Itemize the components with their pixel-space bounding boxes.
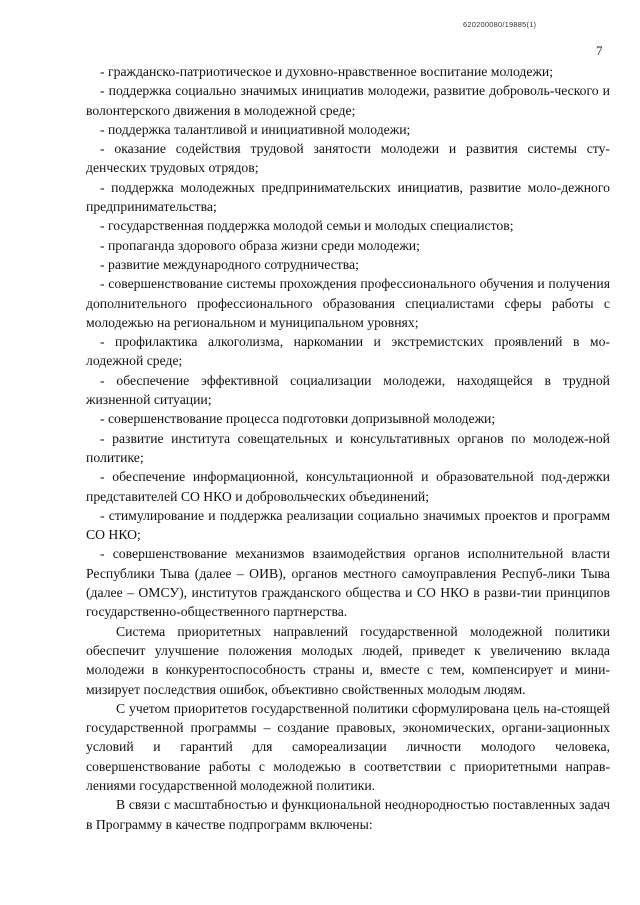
bullet-item: - поддержка талантливой и инициативной молодежи;: [100, 121, 411, 137]
bullet-item: - стимулирование и поддержка реализации социально значимых проектов и программ СО НКО;: [86, 507, 610, 543]
bullet-item: - совершенствование системы прохождения профессионального обучения и получения дополнительного профессионального образования специалистами сферы работы с молодежью на региональном и муниципальном уровнях;: [86, 276, 610, 330]
bullet-item: - совершенствование механизмов взаимодействия органов исполнительной власти Республики Тыва (далее – ОИВ), органов местного самоуправления Респуб-лики Тыва (далее – ОМСУ), институтов гражданского общества и СО НКО в разви-тии принципов государственно-общественного партнерства.: [86, 546, 610, 620]
bullet-item: - развитие института совещательных и консультативных органов по молодеж-ной политике;: [86, 430, 610, 465]
bullet-item: - государственная поддержка молодой семьи и молодых специалистов;: [100, 218, 514, 234]
bullet-item: - пропаганда здорового образа жизни среди молодежи;: [100, 237, 420, 253]
bullet-item: - оказание содействия трудовой занятости молодежи и развития системы сту-денческих трудовых отрядов;: [86, 141, 610, 176]
bullet-item: - поддержка социально значимых инициатив молодежи, развитие доброволь-ческого и волонтерского движения в молодежной среде;: [86, 83, 610, 118]
bullet-item: - обеспечение информационной, консультационной и образовательной под-держки представителей СО НКО и добровольческих объединений;: [86, 469, 610, 504]
bullet-item: - развитие международного сотрудничества;: [100, 256, 359, 272]
bullet-item: - совершенствование процесса подготовки допризывной молодежи;: [100, 411, 496, 427]
bullet-item: - гражданско-патриотическое и духовно-нравственное воспитание молодежи;: [100, 64, 554, 79]
bullet-item: - обеспечение эффективной социализации молодежи, находящейся в трудной жизненной ситуации;: [86, 372, 610, 408]
body-paragraph: Система приоритетных направлений государственной молодежной политики обеспечит улучшение положения молодых людей, приведет к увеличению вклада молодежи в конкурентоспособность страны и, вместе с тем, компенсирует и мини-мизирует последствия ошибок, объективно свойственных молодым людям.: [86, 623, 610, 697]
body-paragraph: С учетом приоритетов государственной политики сформулирована цель на-стоящей государственной программы – создание правовых, экономических, органи-зационных условий и гарантий для самореализации личности молодого человека, совершенствование работы с молодежью в соответствии с приоритетными направ-лениями государственной молодежной политики.: [86, 700, 610, 793]
bullet-item: - профилактика алкоголизма, наркомании и экстремистских проявлений в мо-лодежной среде;: [86, 334, 610, 369]
body-paragraph: В связи с масштабностью и функциональной неоднородностью поставленных задач в Программу в качестве подпрограмм включены:: [86, 797, 610, 832]
document-id: 620200080/19885(1): [463, 20, 537, 29]
document-body: [86, 62, 610, 834]
bullet-item: - поддержка молодежных предпринимательских инициатив, развитие моло-дежного предпринимательства;: [86, 179, 610, 215]
page-number: 7: [596, 43, 603, 58]
